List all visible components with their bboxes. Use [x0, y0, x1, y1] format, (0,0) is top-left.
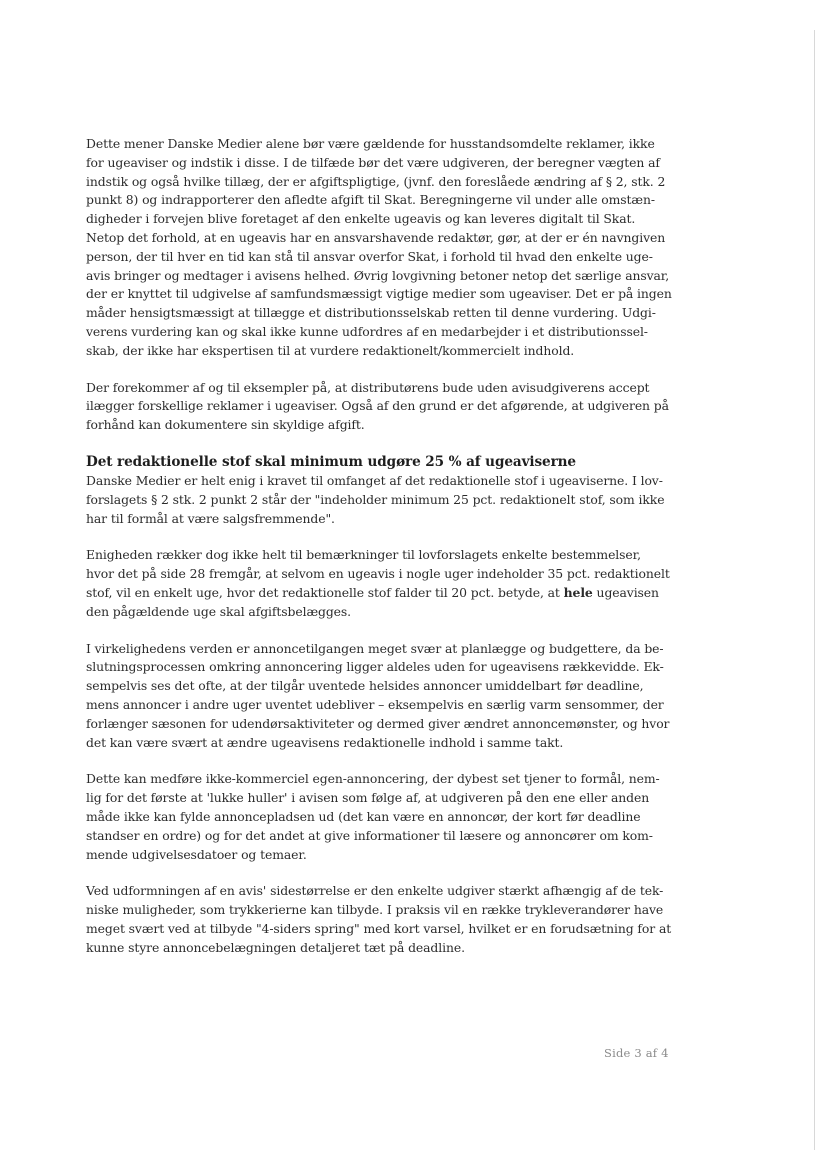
paragraph-4	[86, 546, 686, 621]
text-line: mende udgivelsesdatoer og temaer.	[86, 846, 307, 862]
text-line: indstik og også hvilke tillæg, der er afgiftspligtige, (jvnf. den foreslåede ændring af § 2, stk. 2	[86, 173, 666, 189]
text-line: forhånd kan dokumentere sin skyldige afgift.	[86, 417, 365, 433]
scan-edge-line	[814, 30, 815, 1150]
paragraph-spacer	[86, 622, 686, 640]
text-line: person, der til hver en tid kan stå til ansvar overfor Skat, i forhold til hvad den enkelte uge-	[86, 248, 653, 264]
page-number: Side 3 af 4	[604, 1046, 669, 1060]
text-line: avis bringer og medtager i avisens helhed. Øvrig lovgivning betoner netop det særlige ansvar,	[86, 267, 670, 283]
text-line: det kan være svært at ændre ugeavisens redaktionelle indhold i samme takt.	[86, 734, 564, 750]
text-line: Enigheden rækker dog ikke helt til bemærkninger til lovforslagets enkelte bestemmelser,	[86, 547, 641, 563]
text-line: forslagets § 2 stk. 2 punkt 2 står der "indeholder minimum 25 pct. redaktionelt stof, som ikke	[86, 491, 665, 507]
text-segment: stof, vil en enkelt uge, hvor det redaktionelle stof falder til 20 pct. betyde, at	[86, 584, 564, 600]
text-line: punkt 8) og indrapporterer den afledte afgift til Skat. Beregningerne vil under alle omstæn-	[86, 192, 655, 208]
document-body	[86, 135, 686, 957]
text-line: måde ikke kan fylde annoncepladsen ud (det kan være en annoncør, der kort før deadline	[86, 808, 641, 824]
paragraph-6	[86, 770, 686, 864]
paragraph-spacer	[86, 361, 686, 379]
text-line: Der forekommer af og til eksempler på, at distributørens bude uden avisudgiverens accept	[86, 379, 650, 395]
paragraph-5	[86, 640, 686, 753]
text-line-with-emphasis	[86, 584, 686, 603]
text-segment: ugeavisen	[592, 584, 659, 600]
text-line: ilægger forskellige reklamer i ugeaviser. Også af den grund er det afgørende, at udgiveren på	[86, 398, 669, 414]
text-line: måder hensigtsmæssigt at tillægge et distributionsselskab retten til denne vurdering. Udgi-	[86, 305, 656, 321]
text-line: Danske Medier er helt enig i kravet til omfanget af det redaktionelle stof i ugeaviserne. I lov-	[86, 472, 663, 488]
text-line: Netop det forhold, at en ugeavis har en ansvarshavende redaktør, gør, at der er én navngiven	[86, 229, 666, 245]
text-line: for ugeaviser og indstik i disse. I de tilfæde bør det være udgiveren, der beregner vægten af	[86, 154, 660, 170]
text-line: den pågældende uge skal afgiftsbelægges.	[86, 603, 351, 619]
text-line: niske muligheder, som trykkerierne kan tilbyde. I praksis vil en række trykleverandører have	[86, 902, 664, 918]
text-line: slutningsprocessen omkring annoncering ligger aldeles uden for ugeavisens rækkevidde. Ek-	[86, 659, 664, 675]
paragraph-spacer	[86, 435, 686, 453]
text-line: forlænger sæsonen for udendørsaktiviteter og dermed giver ændret annoncemønster, og hvor	[86, 715, 670, 731]
paragraph-1	[86, 135, 686, 361]
text-line: der er knyttet til udgivelse af samfundsmæssigt vigtige medier som ugeaviser. Det er på ingen	[86, 286, 672, 302]
text-line: I virkelighedens verden er annoncetilgangen meget svær at planlægge og budgettere, da be-	[86, 640, 664, 656]
text-line: digheder i forvejen blive foretaget af den enkelte ugeavis og kan leveres digitalt til Skat.	[86, 211, 636, 227]
text-line: mens annoncer i andre uger uventet udebliver – eksempelvis en særlig varm sensommer, der	[86, 696, 664, 712]
paragraph-spacer	[86, 752, 686, 770]
text-line: lig for det første at 'lukke huller' i avisen som følge af, at udgiveren på den ene eller anden	[86, 790, 650, 806]
text-line: Ved udformningen af en avis' sidestørrelse er den enkelte udgiver stærkt afhængig af de tek-	[86, 883, 664, 899]
emphasized-word: hele	[563, 584, 593, 600]
text-line: meget svært ved at tilbyde "4-siders spring" med kort varsel, hvilket er en forudsætning for at	[86, 920, 672, 936]
text-line: har til formål at være salgsfremmende".	[86, 510, 335, 526]
text-line: hvor det på side 28 fremgår, at selvom en ugeavis i nogle uger indeholder 35 pct. redaktionelt	[86, 566, 670, 582]
paragraph-7	[86, 882, 686, 957]
text-line: verens vurdering kan og skal ikke kunne udfordres af en medarbejder i et distributionssel-	[86, 323, 648, 339]
text-line: skab, der ikke har ekspertisen til at vurdere redaktionelt/kommercielt indhold.	[86, 342, 575, 358]
section-heading: Det redaktionelle stof skal minimum udgøre 25 % af ugeaviserne	[86, 453, 576, 470]
text-line: Dette mener Danske Medier alene bør være gældende for husstandsomdelte reklamer, ikke	[86, 136, 655, 151]
paragraph-spacer	[86, 528, 686, 546]
paragraph-2	[86, 379, 686, 435]
text-line: sempelvis ses det ofte, at der tilgår uventede helsides annoncer umiddelbart før deadline,	[86, 678, 644, 694]
text-line: standser en ordre) og for det andet at give informationer til læsere og annoncører om kom-	[86, 827, 653, 843]
text-line: kunne styre annoncebelægningen detaljeret tæt på deadline.	[86, 939, 465, 955]
paragraph-spacer	[86, 864, 686, 882]
text-line: Dette kan medføre ikke-kommerciel egen-annoncering, der dybest set tjener to formål, nem-	[86, 771, 660, 787]
paragraph-3	[86, 453, 686, 528]
